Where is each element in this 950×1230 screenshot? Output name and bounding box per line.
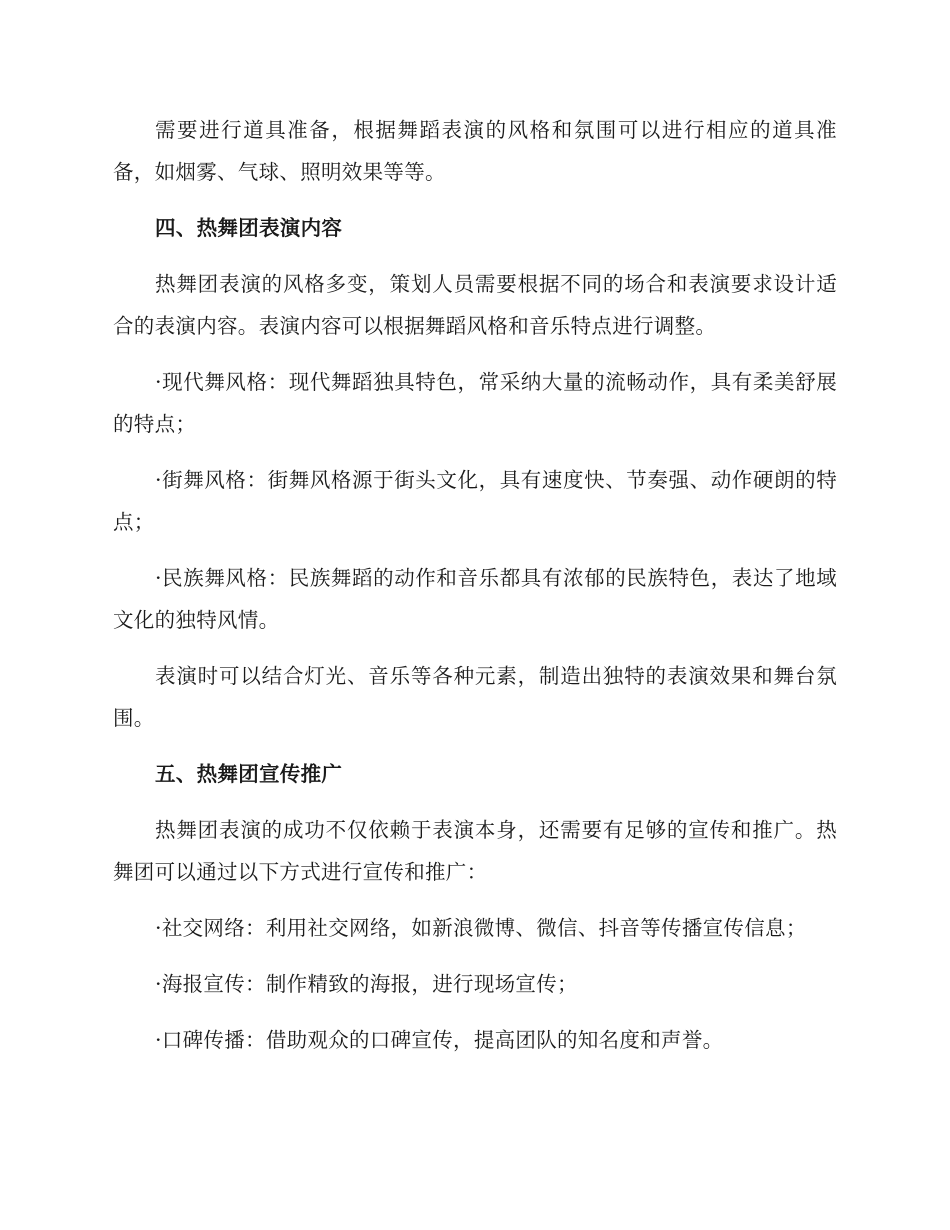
bullet-item-word-of-mouth [113,1019,837,1061]
bullet-text: 现代舞风格：现代舞蹈独具特色，常采纳大量的流畅动作，具有柔美舒展的特点； [113,370,837,436]
bullet-text: 社交网络：利用社交网络，如新浪微博、微信、抖音等传播宣传信息； [161,916,807,940]
document-body [113,109,837,1075]
bullet-item-poster [113,963,837,1005]
bullet-item-social [113,907,837,949]
bullet-item-modern [113,361,837,445]
bullet-mark: · [155,370,162,394]
paragraph-stage-effects: 表演时可以结合灯光、音乐等各种元素，制造出独特的表演效果和舞台氛围。 [113,664,837,730]
bullet-item-street [113,459,837,543]
bullet-item-folk [113,557,837,641]
bullet-mark: · [155,566,162,590]
paragraph-performance-content: 热舞团表演的风格多变，策划人员需要根据不同的场合和表演要求设计适合的表演内容。表演内容可以根据舞蹈风格和音乐特点进行调整。 [113,272,837,338]
bullet-text: 口碑传播：借助观众的口碑宣传，提高团队的知名度和声誉。 [161,1028,724,1052]
bullet-text: 海报宣传：制作精致的海报，进行现场宣传； [161,972,578,996]
paragraph-promotion: 热舞团表演的成功不仅依赖于表演本身，还需要有足够的宣传和推广。热舞团可以通过以下方式进行宣传和推广： [113,818,837,884]
bullet-mark: · [155,468,162,492]
section-heading-4: 四、热舞团表演内容 [155,216,343,240]
bullet-text: 街舞风格：街舞风格源于街头文化，具有速度快、节奏强、动作硬朗的特点； [113,468,837,534]
bullet-text: 民族舞风格：民族舞蹈的动作和音乐都具有浓郁的民族特色，表达了地域文化的独特风情。 [113,566,837,632]
bullet-mark: · [155,916,162,940]
bullet-mark: · [155,972,162,996]
section-heading-5: 五、热舞团宣传推广 [155,762,343,786]
paragraph-props: 需要进行道具准备，根据舞蹈表演的风格和氛围可以进行相应的道具准备，如烟雾、气球、照明效果等等。 [113,118,837,184]
bullet-mark: · [155,1028,162,1052]
